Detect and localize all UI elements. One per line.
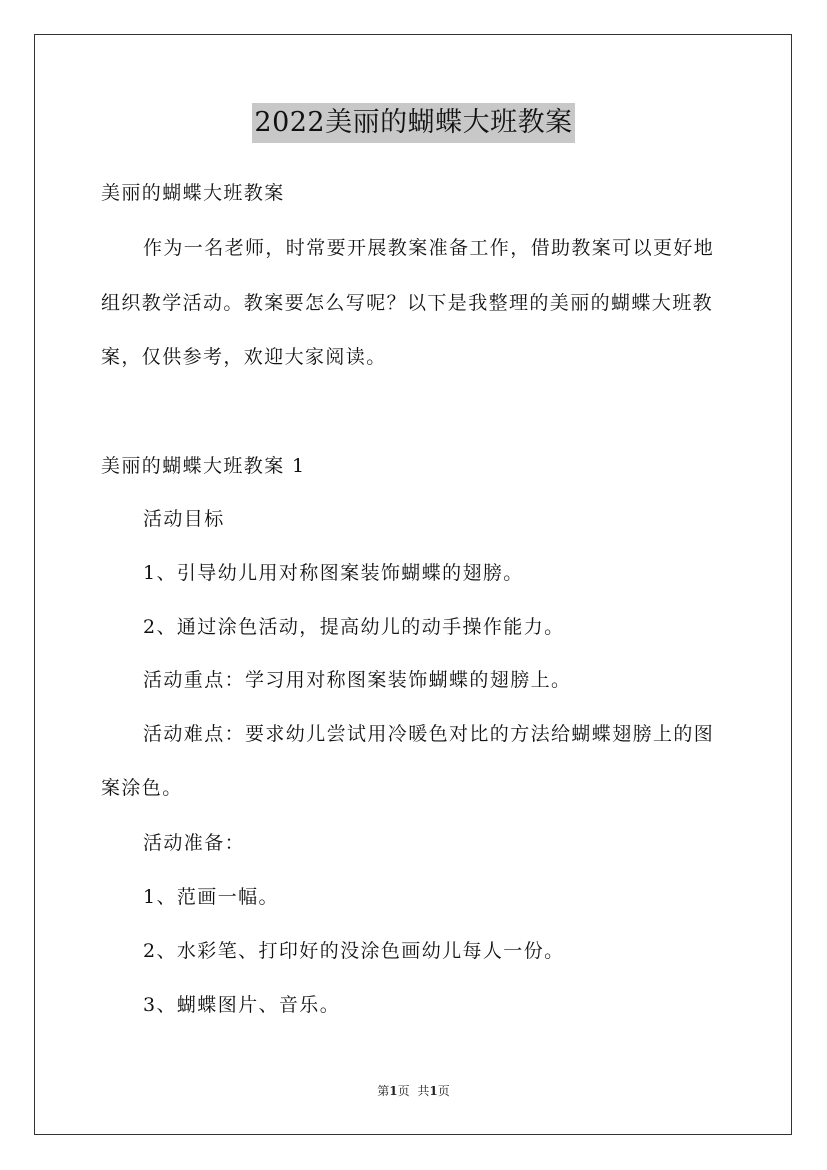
intro-paragraph-line-2: 组织教学活动。教案要怎么写呢？以下是我整理的美丽的蝴蝶大班教: [101, 292, 714, 314]
document-title: 2022美丽的蝴蝶大班教案: [252, 103, 574, 143]
activity-focus: 活动重点：学习用对称图案装饰蝴蝶的翅膀上。: [143, 669, 572, 691]
section-heading-1: 美丽的蝴蝶大班教案 1: [101, 455, 306, 477]
activity-difficulty-line-2: 案涂色。: [101, 777, 183, 799]
title-container: [0, 103, 827, 143]
preparation-item-2: 2、水彩笔、打印好的没涂色画幼儿每人一份。: [143, 940, 565, 962]
activity-goals-heading: 活动目标: [143, 508, 225, 530]
total-suffix: 页: [437, 1084, 450, 1098]
page-suffix: 页: [397, 1084, 410, 1098]
activity-difficulty-line-1: 活动难点：要求幼儿尝试用冷暖色对比的方法给蝴蝶翅膀上的图: [143, 723, 715, 745]
total-prefix: 共: [417, 1084, 430, 1098]
total-pages: 1: [429, 1084, 438, 1098]
intro-paragraph-line-3: 案，仅供参考，欢迎大家阅读。: [101, 346, 387, 368]
intro-paragraph-line-1: 作为一名老师，时常要开展教案准备工作，借助教案可以更好地: [143, 237, 715, 259]
page-number: 1: [389, 1084, 398, 1098]
goal-item-1: 1、引导幼儿用对称图案装饰蝴蝶的翅膀。: [143, 562, 524, 584]
page-prefix: 第: [377, 1084, 390, 1098]
page-footer: [0, 1083, 827, 1099]
preparation-item-3: 3、蝴蝶图片、音乐。: [143, 994, 341, 1016]
intro-heading: 美丽的蝴蝶大班教案: [101, 182, 285, 204]
preparation-item-1: 1、范画一幅。: [143, 886, 279, 908]
goal-item-2: 2、通过涂色活动，提高幼儿的动手操作能力。: [143, 616, 565, 638]
preparation-heading: 活动准备：: [143, 832, 246, 854]
